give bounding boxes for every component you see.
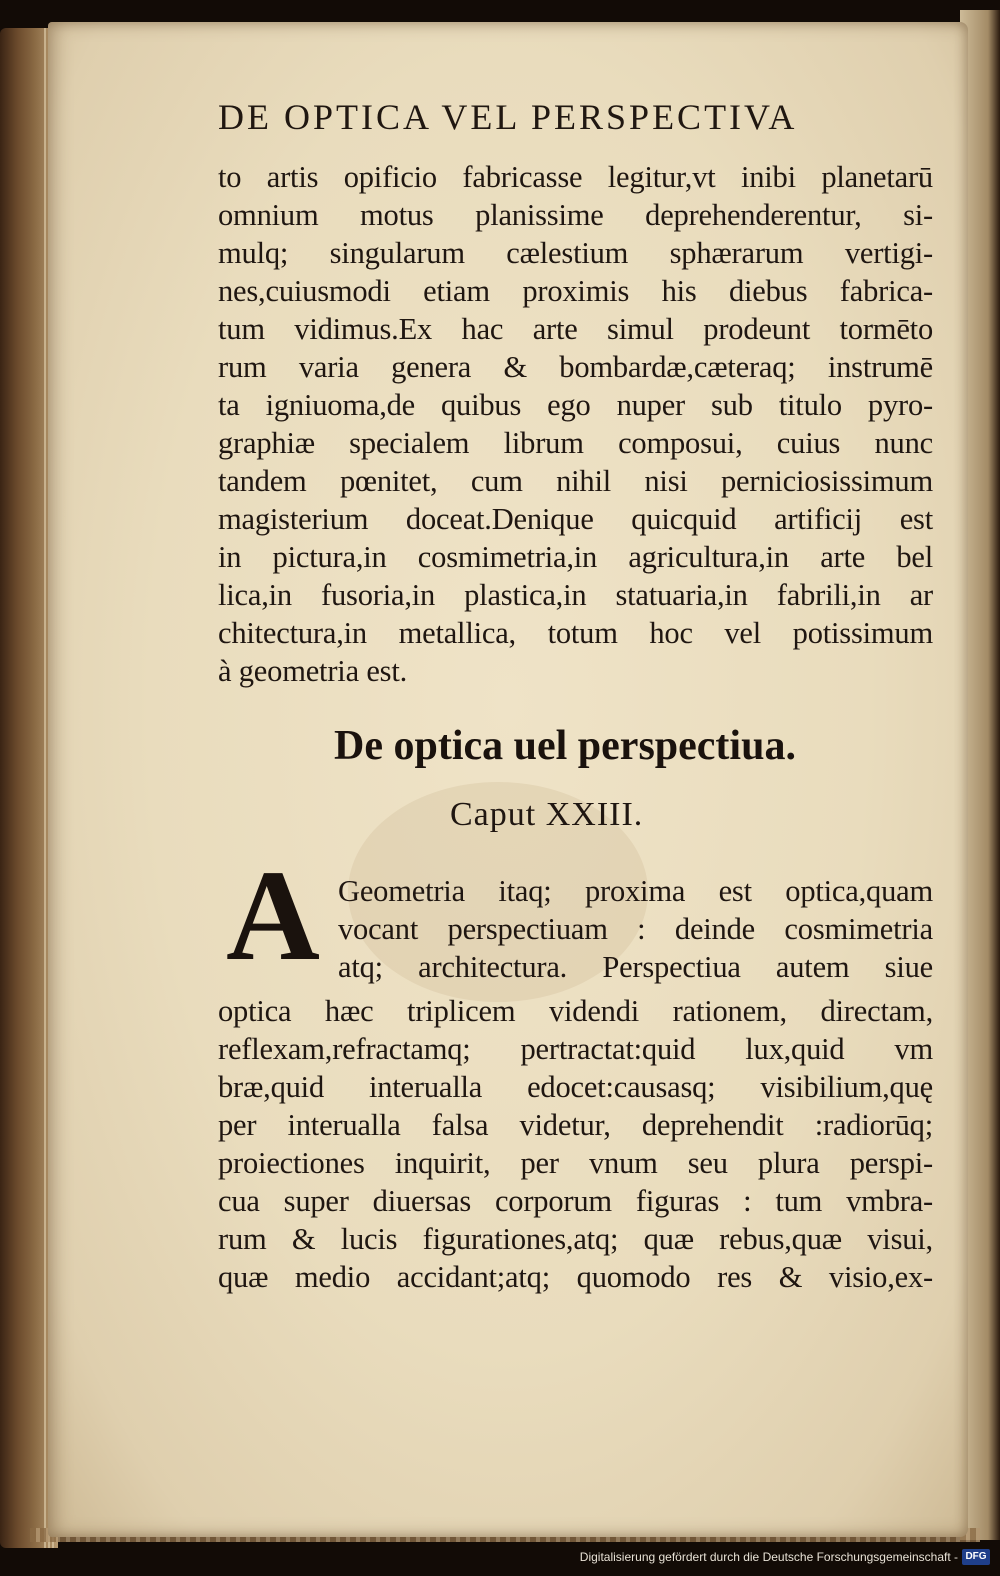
text-line: atq; architectura. Perspectiua autem siue bbox=[338, 950, 933, 984]
text-line: magisterium doceat.Denique quicquid artificij est bbox=[218, 502, 933, 536]
chapter-number: Caput XXIII. bbox=[450, 796, 644, 833]
text-line: to artis opificio fabricasse legitur,vt inibi planetarū bbox=[218, 160, 933, 194]
text-line: rum & lucis figurationes,atq; quæ rebus,quæ visui, bbox=[218, 1222, 933, 1256]
text-line: vocant perspectiuam : deinde cosmimetria bbox=[338, 912, 933, 946]
text-line: nes,cuiusmodi etiam proximis his diebus fabrica- bbox=[218, 274, 933, 308]
text-line: quæ medio accidant;atq; quomodo res & visio,ex- bbox=[218, 1260, 933, 1294]
text-line: in pictura,in cosmimetria,in agricultura,in arte bel bbox=[218, 540, 933, 574]
text-line: à geometria est. bbox=[218, 654, 408, 688]
digitization-credit: Digitalisierung gefördert durch die Deutsche Forschungsgemeinschaft - bbox=[579, 1550, 958, 1564]
dfg-logo: DFG bbox=[962, 1549, 990, 1565]
text-line: bræ,quid interualla edocet:causasq; visibilium,quę bbox=[218, 1070, 933, 1104]
text-line: ta igniuoma,de quibus ego nuper sub titulo pyro- bbox=[218, 388, 933, 422]
text-line: omnium motus planissime deprehenderentur, si- bbox=[218, 198, 933, 232]
text-line: per interualla falsa videtur, deprehendit :radiorūq; bbox=[218, 1108, 933, 1142]
running-head: DE OPTICA VEL PERSPECTIVA bbox=[218, 97, 798, 137]
text-line: mulq; singularum cælestium sphærarum vertigi- bbox=[218, 236, 933, 270]
text-line: tum vidimus.Ex hac arte simul prodeunt tormēto bbox=[218, 312, 933, 346]
drop-capital: A bbox=[226, 844, 320, 988]
text-line: lica,in fusoria,in plastica,in statuaria,in fabrili,in ar bbox=[218, 578, 933, 612]
text-line: rum varia genera & bombardæ,cæteraq; instrumē bbox=[218, 350, 933, 384]
text-line: Geometria itaq; proxima est optica,quam bbox=[338, 874, 933, 908]
text-line: cua super diuersas corporum figuras : tum vmbra- bbox=[218, 1184, 933, 1218]
text-line: graphiæ specialem librum composui, cuius nunc bbox=[218, 426, 933, 460]
text-line: proiectiones inquirit, per vnum seu plura perspi- bbox=[218, 1146, 933, 1180]
text-line: chitectura,in metallica, totum hoc vel potissimum bbox=[218, 616, 933, 650]
text-line: optica hæc triplicem videndi rationem, directam, bbox=[218, 994, 933, 1028]
text-line: tandem pœnitet, cum nihil nisi perniciosissimum bbox=[218, 464, 933, 498]
chapter-title: De optica uel perspectiua. bbox=[334, 723, 796, 769]
text-line: reflexam,refractamq; pertractat:quid lux,quid vm bbox=[218, 1032, 933, 1066]
